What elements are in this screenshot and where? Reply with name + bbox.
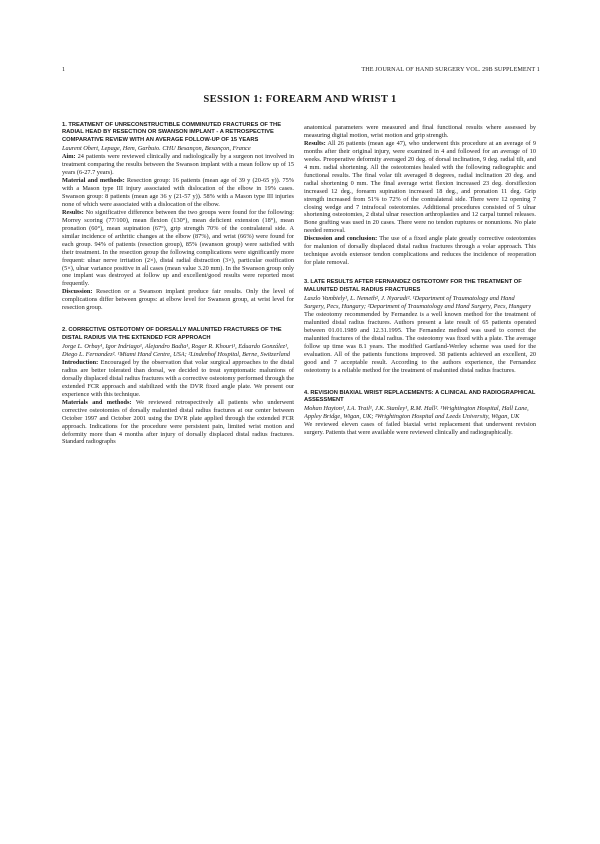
abstract-4 bbox=[304, 390, 536, 438]
right-column bbox=[304, 124, 536, 836]
paragraph-text: 24 patients were reviewed clinically and radiologically by a surgeon not involved in treatment comparing the results between the Swanson implant with a mean follow up of 15 years (6-27.7 years). bbox=[62, 153, 294, 177]
abstract-paragraph bbox=[62, 177, 294, 209]
paragraph-label: Results: bbox=[62, 208, 84, 216]
paragraph-label: Results: bbox=[304, 139, 326, 147]
paragraph-text: We reviewed eleven cases of failed biaxial wrist replacement that underwent revision surgery. Patients that were available were reviewed clinically and radiographically. bbox=[304, 421, 536, 437]
journal-title: THE JOURNAL OF HAND SURGERY VOL. 29B SUPPLEMENT 1 bbox=[361, 66, 540, 73]
paragraph-label: Discussion and conclusion: bbox=[304, 235, 378, 243]
paragraph-label: Aim: bbox=[62, 153, 76, 161]
paragraph-label: Discussion: bbox=[62, 288, 93, 296]
abstract-title: 3. LATE RESULTS AFTER FERNANDEZ OSTEOTOMY FOR THE TREATMENT OF MALUNITED DISTAL RADIUS FRACTURES bbox=[304, 279, 522, 293]
paragraph-text: Resection group: 16 patients (mean age of 39 y (20-65 y)). 75% with a Mason type III injury associated with dislocation of the elbow in 19% cases. Swanson group: 8 patients (mean age 36 y (21-57 y)). 58% with a Mason type III injuries none of which were associated with a dislocation of the elbow. bbox=[62, 177, 294, 208]
paragraph-text: No significative difference between the two groups were found for the following: Morrey scoring (77/100), mean flexion (130°), mean deficient extension (18°), mean pronation (60°), mean supination (67°), grip strength 70% of the contralateral side. A similar incidence of arthritic changes at the elbow (87%), and wrist (66%) were found for each group. 94% of patients (resection group), 85% (swanson group) were satisfied with their treatment. In the resection group the following complications were significantly more frequent: ulnar nerve irritation (2×), distal radial distraction (3×), particular ossification (5×), ulnar variance positive in all cases (mean value 3.20 mm). In the Swanson group only one implant was destroyed at follow up and excellent/good results were reported most frequently. bbox=[62, 208, 294, 288]
abstract-paragraph bbox=[304, 235, 536, 267]
abstract-authors: Laszlo Vambiely¹, L. Nemeth², J. Nyaradi². ¹Department of Traumatology and Hand Surgery, Pecs, Hungary; ²Department of Traumatology and Hand Surgery, Pecs, Hungary bbox=[304, 294, 532, 310]
abstract-paragraph bbox=[304, 421, 536, 437]
abstract-title: 2. CORRECTIVE OSTEOTOMY OF DORSALLY MALUNITED FRACTURES OF THE DISTAL RADIUS VIA THE EXTENDED FCR APPROACH bbox=[62, 327, 282, 341]
continuation-text: anatomical parameters were measured and final functional results where assessed by measuring digital motion, wrist motion and grip strength. bbox=[304, 124, 536, 139]
paragraph-label: Introduction: bbox=[62, 358, 99, 366]
running-header bbox=[62, 66, 540, 73]
abstract-authors: Laurent Obert, Lepage, Hem, Garbuio. CHU Besançon, Besançon, France bbox=[62, 145, 251, 153]
abstract-paragraph bbox=[62, 359, 294, 399]
paragraph-text: Encouraged by the observation that volar surgical approaches to the distal radius are better tolerated than dorsal, we decided to treat symptomatic malunions of dorsally displaced distal radius fractures with a corrective osteotomy performed through the extended FCR approach and stabilized with the DVR fixed angle plate. We present our experience with this technique. bbox=[62, 358, 294, 398]
abstract-paragraph bbox=[62, 399, 294, 447]
abstract-2 bbox=[62, 327, 294, 446]
abstract-authors: Jorge L. Orbay¹, Igor Indriago¹, Alejandro Badia¹, Roger R. Khouri¹, Eduardo González¹, Diego L. Fernandez². ¹Miami Hand Centre, USA; ²Lindenhof Hospital, Berne, Switzerland bbox=[62, 343, 291, 358]
paragraph-label: Material and methods: bbox=[62, 177, 125, 185]
abstract-3 bbox=[304, 279, 536, 374]
paragraph-text: We reviewed retrospectively all patients who underwent corrective osteotomies of dorsally malunited distal radius fractures at our center between October 1997 and October 2001 using the DVR plate applied through the extended FCR approach. Indications for the procedure were persistent pain, limited wrist motion and deformity more than 4 months after injury of dorsally displaced distal radius fractures. Standard radiographs bbox=[62, 398, 294, 446]
paragraph-text: Resection or a Swanson implant produce fair results. Only the level of complications differ between groups: at elbow level for Swanson group, at wrist level for resection group. bbox=[62, 288, 294, 312]
abstract-paragraph bbox=[62, 209, 294, 289]
abstract-paragraph bbox=[62, 153, 294, 177]
abstract-title: 4. REVISION BIAXIAL WRIST REPLACEMENTS: A CLINICAL AND RADIOGRAPHICAL ASSESSMENT bbox=[304, 389, 536, 403]
left-column bbox=[62, 122, 294, 834]
abstract-paragraph bbox=[62, 288, 294, 312]
session-title: SESSION 1: FOREARM AND WRIST 1 bbox=[203, 94, 397, 105]
page-number: 1 bbox=[62, 66, 66, 73]
abstract-paragraph bbox=[304, 311, 536, 375]
abstract-1 bbox=[62, 122, 294, 312]
paragraph-text: The use of a fixed angle plate greatly corrective osteotomies for malunion of dorsally displaced distal radius fractures through a volar approach. This technique avoids extensor tendon complications and reduces the incidence of reoperation for plate removal. bbox=[304, 235, 536, 267]
paragraph-label: Materials and methods: bbox=[62, 398, 132, 406]
paragraph-text: All 26 patients (mean age 47), who underwent this procedure at an average of 9 months after their original injury, were examined in 4 and followed for an average of 10 weeks. Preoperative deformity averaged 20 deg. of dorsal inclination, 9 deg. radial tilt, and 4 mm. radial shortening. All the osteotomies healed with the following radiographic and functional results. The final volar tilt averaged 8 degrees, radial inclination 20 deg. and radial shortening 0 mm. The final average wrist flexion increased 23 deg. dorsiflexion increased 12 deg., forearm supination increased 18 deg., and pronation 11 deg. Grip strength increased from 51% to 72% of the contralateral side. There were 12 opening 7 closing wedge and 7 intrafocal osteotomies. Additional procedures consisted of 5 ulnar shortening osteotomies, 2 distal ulnar resection arthroplasties and 12 carpal tunnel releases. Bone grafting was used in 20 cases. There were no tendon ruptures or nonunions. No plate needed removal. bbox=[304, 139, 536, 235]
abstract-title: 1. TREATMENT OF UNRECONSTRUCTIBLE COMMINUTED FRACTURES OF THE RADIAL HEAD BY RESECTION OR SWANSON IMPLANT - A RETROSPECTIVE COMPARATIVE REVIEW WITH AN AVERAGE FOLLOW-UP OF 15 YEARS bbox=[62, 122, 282, 143]
paragraph-text: The osteotomy recommended by Fernandez is a well known method for the treatment of malunited distal radius fractures. Authors present a late result of 65 patients operated between 01.01.1989 and 12.31.1995. The Fernandez method was used to correct the malunited fractures of the distal radius. The osteotomy was fixed with a plate. The average follow up time was 8.1 years. The modified Gartland-Werley scheme was used for the evaluation. All of the patients functions improved. 38 patients achieved an excellent, 20 good and 7 acceptable result. According to the authors experience, the Fernandez osteotomy is a reliable method for the treatment of malunited distal radius fractures. bbox=[304, 310, 536, 374]
abstract-paragraph bbox=[304, 140, 536, 235]
abstract-authors: Mohan Hayton¹, I.A. Trail¹, J.K. Stanley¹, R.M. Hall². ¹Wrightington Hospital, Hall Lane, Appley Bridge, Wigan, UK; ²Wrightington Hospital and Leeds University, Wigan, UK bbox=[304, 405, 529, 421]
